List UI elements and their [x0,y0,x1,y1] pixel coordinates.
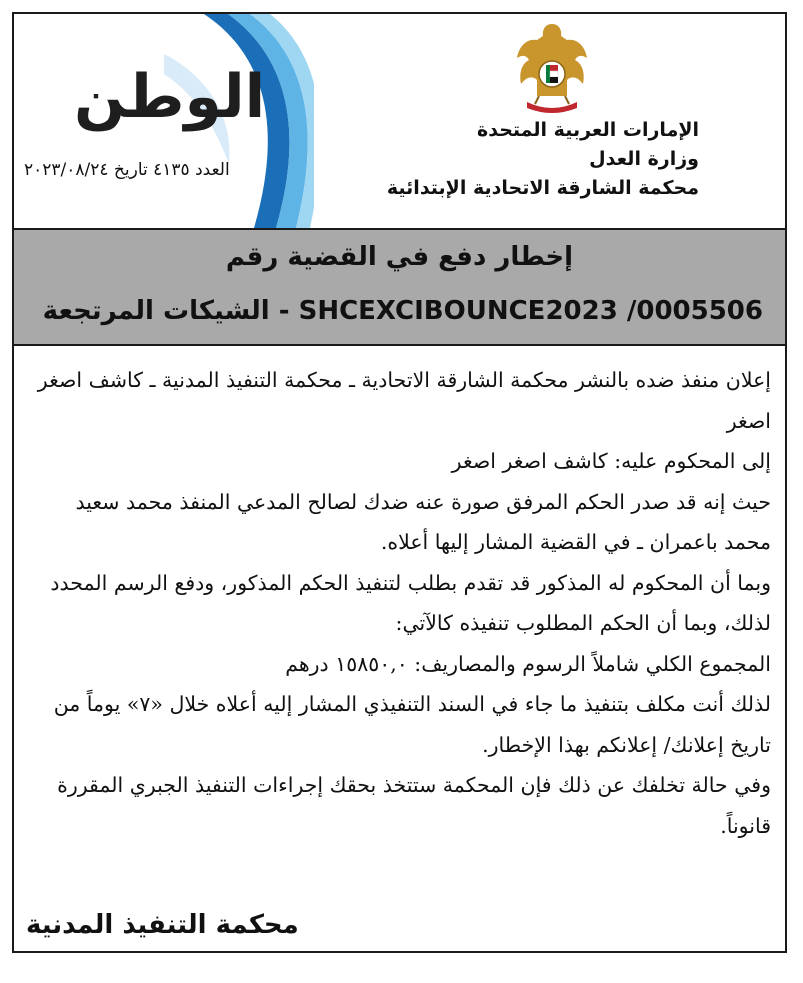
body-paragraph-request: وبما أن المحكوم له المذكور قد تقدم بطلب لتنفيذ الحكم المذكور، ودفع الرسم المحدد لذلك، وبما أن الحكم المطلوب تنفيذه كالآتي: [50,570,771,635]
court-name: محكمة الشارقة الاتحادية الإبتدائية [386,177,699,199]
newspaper-logo [14,14,314,228]
issue-line: العدد ٤١٣٥ تاريخ ٢٠٢٣/٠٨/٢٤ [24,160,230,180]
signature: محكمة التنفيذ المدنية [26,910,299,940]
body-paragraph-deadline: لذلك أنت مكلف بتنفيذ ما جاء في السند التنفيذي المشار إليه أعلاه خلال «٧» يوماً من تاريخ إعلانك/ إعلانكم بهذا الإخطار. [53,692,771,757]
body-paragraph-judgment: حيث إنه قد صدر الحكم المرفق صورة عنه ضدك لصالح المدعي المنفذ محمد سعيد محمد باعمران ـ في القضية المشار إليها أعلاه. [75,489,771,554]
uae-eagle-emblem-icon [515,18,589,118]
notice-title: إخطار دفع في القضية رقم [225,242,574,272]
notice-frame [12,12,787,953]
body-paragraph-warning: وفي حالة تخلفك عن ذلك فإن المحكمة ستتخذ بحقك إجراءات التنفيذ الجبري المقررة قانوناً. [57,773,771,838]
authority-block [387,116,699,203]
country-name: الإمارات العربية المتحدة [477,119,699,141]
body-paragraph-amount: المجموع الكلي شاملاً الرسوم والمصاريف: ١٥٨٥٠,٠ درهم [285,651,771,676]
body-paragraph-intro: إعلان منفذ ضده بالنشر محكمة الشارقة الاتحادية ـ محكمة التنفيذ المدنية ـ كاشف اصغر اصغر [37,368,771,433]
notice-body [26,360,771,846]
newspaper-name: الوطن [74,62,266,132]
notice-header [14,14,785,228]
case-number: SHCEXCIBOUNCE2023 /0005506 - الشيكات المرتجعة [42,296,763,326]
body-paragraph-addressee: إلى المحكوم عليه: كاشف اصغر اصغر [451,449,771,473]
ministry-name: وزارة العدل [589,148,699,170]
title-band [14,228,785,346]
